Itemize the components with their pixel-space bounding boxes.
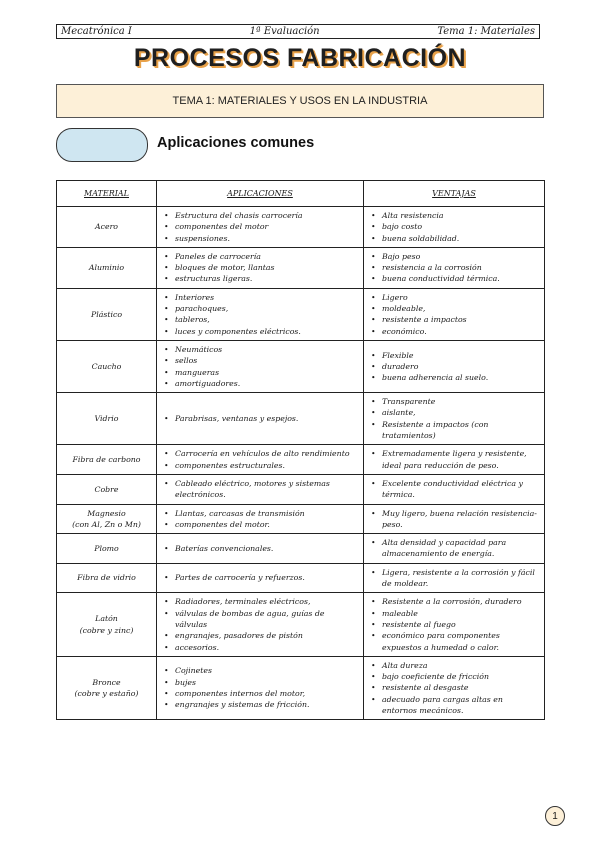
page-header xyxy=(56,24,540,39)
aplicaciones-list xyxy=(163,210,359,244)
ventajas-cell xyxy=(364,593,545,656)
ventajas-list xyxy=(370,537,540,560)
list-item: • engranajes, pasadores de pistón xyxy=(163,630,359,641)
list-item: • accesorios. xyxy=(163,642,359,653)
list-item: • duradero xyxy=(370,361,540,372)
aplicaciones-list xyxy=(163,292,359,337)
list-item: • Interiores xyxy=(163,292,359,303)
ventajas-cell xyxy=(364,288,545,340)
ventajas-cell xyxy=(364,656,545,719)
table-body xyxy=(57,207,545,720)
list-item: • amortiguadores. xyxy=(163,378,359,389)
aplicaciones-list xyxy=(163,413,359,424)
material-name: Vidrio xyxy=(94,414,119,424)
list-item: • Radiadores, terminales eléctricos, xyxy=(163,596,359,607)
list-item: • bloques de motor, llantas xyxy=(163,262,359,273)
table-row xyxy=(57,247,545,288)
material-cell xyxy=(57,474,157,504)
table-row xyxy=(57,393,545,445)
list-item: • componentes del motor. xyxy=(163,519,359,530)
list-item: • buena conductividad térmica. xyxy=(370,273,540,284)
material-name: (cobre y zinc) xyxy=(79,625,134,635)
material-cell xyxy=(57,563,157,593)
list-item: • económico. xyxy=(370,326,540,337)
material-cell xyxy=(57,247,157,288)
list-item: • Estructura del chasis carrocería xyxy=(163,210,359,221)
list-item: • Ligero xyxy=(370,292,540,303)
list-item: • bujes xyxy=(163,677,359,688)
aplicaciones-cell xyxy=(157,474,364,504)
aplicaciones-list xyxy=(163,508,359,531)
list-item: • Resistente a la corrosión, duradero xyxy=(370,596,540,607)
table-header-row xyxy=(57,181,545,207)
list-item: • bajo costo xyxy=(370,221,540,232)
table-row xyxy=(57,656,545,719)
aplicaciones-list xyxy=(163,251,359,285)
ventajas-cell xyxy=(364,563,545,593)
ventajas-list xyxy=(370,448,540,471)
list-item: • suspensiones. xyxy=(163,233,359,244)
list-item: • resistente al fuego xyxy=(370,619,540,630)
material-name: Plástico xyxy=(90,309,123,319)
material-cell xyxy=(57,288,157,340)
material-name: Fibra de carbono xyxy=(72,454,141,464)
list-item: • maleable xyxy=(370,608,540,619)
material-cell xyxy=(57,445,157,475)
material-name: Latón xyxy=(95,614,118,624)
aplicaciones-list xyxy=(163,572,359,583)
table-row xyxy=(57,474,545,504)
aplicaciones-list xyxy=(163,596,359,652)
table-row xyxy=(57,504,545,534)
aplicaciones-cell xyxy=(157,593,364,656)
ventajas-cell xyxy=(364,247,545,288)
list-item: • Alta resistencia xyxy=(370,210,540,221)
list-item: • Excelente conductividad eléctrica y térmica. xyxy=(370,478,540,501)
ventajas-list xyxy=(370,292,540,337)
list-item: • componentes internos del motor, xyxy=(163,688,359,699)
list-item: • resistente al desgaste xyxy=(370,682,540,693)
material-name: (cobre y estaño) xyxy=(74,689,139,699)
list-item: • Bajo peso xyxy=(370,251,540,262)
list-item: • Alta densidad y capacidad para almacenamiento de energía. xyxy=(370,537,540,560)
ventajas-list xyxy=(370,350,540,384)
header-topic: Tema 1: Materiales xyxy=(437,26,535,37)
material-cell xyxy=(57,340,157,392)
aplicaciones-list xyxy=(163,344,359,389)
list-item: • componentes estructurales. xyxy=(163,460,359,471)
list-item: • Parabrisas, ventanas y espejos. xyxy=(163,413,359,424)
aplicaciones-cell xyxy=(157,504,364,534)
page-title: PROCESOS FABRICACIÓN xyxy=(133,44,467,72)
list-item: • Flexible xyxy=(370,350,540,361)
ventajas-cell xyxy=(364,207,545,248)
list-item: • tableros, xyxy=(163,314,359,325)
aplicaciones-cell xyxy=(157,247,364,288)
list-item: • Partes de carrocería y refuerzos. xyxy=(163,572,359,583)
list-item: • aislante, xyxy=(370,407,540,418)
materials-table xyxy=(56,180,545,720)
list-item: • Extremadamente ligera y resistente, ideal para reducción de peso. xyxy=(370,448,540,471)
ventajas-list xyxy=(370,396,540,441)
material-cell xyxy=(57,593,157,656)
ventajas-list xyxy=(370,478,540,501)
list-item: • resistencia a la corrosión xyxy=(370,262,540,273)
page-number-badge: 1 xyxy=(545,806,565,826)
aplicaciones-list xyxy=(163,665,359,710)
table-row xyxy=(57,445,545,475)
aplicaciones-cell xyxy=(157,563,364,593)
aplicaciones-list xyxy=(163,448,359,471)
ventajas-list xyxy=(370,508,540,531)
list-item: • engranajes y sistemas de fricción. xyxy=(163,699,359,710)
list-item: • bajo coeficiente de fricción xyxy=(370,671,540,682)
list-item: • Alta dureza xyxy=(370,660,540,671)
list-item: • resistente a impactos xyxy=(370,314,540,325)
section-title: Aplicaciones comunes xyxy=(157,135,315,151)
ventajas-list xyxy=(370,567,540,590)
table-row xyxy=(57,593,545,656)
ventajas-list xyxy=(370,251,540,285)
aplicaciones-cell xyxy=(157,445,364,475)
header-material: MATERIAL xyxy=(57,181,157,207)
ventajas-cell xyxy=(364,393,545,445)
list-item: • Resistente a impactos (con tratamientos) xyxy=(370,419,540,442)
material-name: Plomo xyxy=(94,543,119,553)
list-item: • buena soldabilidad. xyxy=(370,233,540,244)
list-item: • Cableado eléctrico, motores y sistemas electrónicos. xyxy=(163,478,359,501)
material-cell xyxy=(57,207,157,248)
material-name: Aluminio xyxy=(88,263,125,273)
table-row xyxy=(57,534,545,564)
list-item: • Carrocería en vehículos de alto rendimiento xyxy=(163,448,359,459)
list-item: • Neumáticos xyxy=(163,344,359,355)
list-item: • parachoques, xyxy=(163,303,359,314)
table-row xyxy=(57,207,545,248)
list-item: • Ligera, resistente a la corrosión y fácil de moldear. xyxy=(370,567,540,590)
aplicaciones-cell xyxy=(157,534,364,564)
header-ventajas: VENTAJAS xyxy=(364,181,545,207)
aplicaciones-cell xyxy=(157,393,364,445)
ventajas-cell xyxy=(364,504,545,534)
material-name: (con Al, Zn o Mn) xyxy=(72,519,141,529)
aplicaciones-cell xyxy=(157,656,364,719)
list-item: • Cojinetes xyxy=(163,665,359,676)
header-course: Mecatrónica I xyxy=(61,26,132,37)
table-row xyxy=(57,288,545,340)
topic-banner: TEMA 1: MATERIALES Y USOS EN LA INDUSTRIA xyxy=(56,84,544,118)
list-item: • adecuado para cargas altas en entornos mecánicos. xyxy=(370,694,540,717)
section-marker-pill xyxy=(56,128,148,162)
list-item: • buena adherencia al suelo. xyxy=(370,372,540,383)
list-item: • Baterías convencionales. xyxy=(163,543,359,554)
material-name: Magnesio xyxy=(87,508,126,518)
list-item: • Llantas, carcasas de transmisión xyxy=(163,508,359,519)
material-name: Bronce xyxy=(92,677,121,687)
list-item: • estructuras ligeras. xyxy=(163,273,359,284)
list-item: • Paneles de carrocería xyxy=(163,251,359,262)
list-item: • sellos xyxy=(163,355,359,366)
material-cell xyxy=(57,534,157,564)
ventajas-cell xyxy=(364,474,545,504)
aplicaciones-list xyxy=(163,543,359,554)
list-item: • mangueras xyxy=(163,367,359,378)
material-cell xyxy=(57,504,157,534)
ventajas-cell xyxy=(364,534,545,564)
aplicaciones-cell xyxy=(157,288,364,340)
material-cell xyxy=(57,393,157,445)
table-row xyxy=(57,340,545,392)
material-name: Acero xyxy=(94,222,119,232)
ventajas-cell xyxy=(364,445,545,475)
header-term: 1ª Evaluación xyxy=(249,26,320,37)
ventajas-list xyxy=(370,660,540,716)
aplicaciones-cell xyxy=(157,340,364,392)
list-item: • económico para componentes expuestos a humedad o calor. xyxy=(370,630,540,653)
table-row xyxy=(57,563,545,593)
material-name: Cobre xyxy=(94,484,119,494)
material-cell xyxy=(57,656,157,719)
list-item: • Muy ligero, buena relación resistencia-peso. xyxy=(370,508,540,531)
list-item: • luces y componentes eléctricos. xyxy=(163,326,359,337)
aplicaciones-cell xyxy=(157,207,364,248)
material-name: Caucho xyxy=(91,361,122,371)
ventajas-list xyxy=(370,596,540,652)
material-name: Fibra de vidrio xyxy=(77,573,136,583)
ventajas-cell xyxy=(364,340,545,392)
list-item: • componentes del motor xyxy=(163,221,359,232)
ventajas-list xyxy=(370,210,540,244)
list-item: • Transparente xyxy=(370,396,540,407)
header-aplicaciones: APLICACIONES xyxy=(157,181,364,207)
list-item: • válvulas de bombas de agua, guías de válvulas xyxy=(163,608,359,631)
list-item: • moldeable, xyxy=(370,303,540,314)
aplicaciones-list xyxy=(163,478,359,501)
